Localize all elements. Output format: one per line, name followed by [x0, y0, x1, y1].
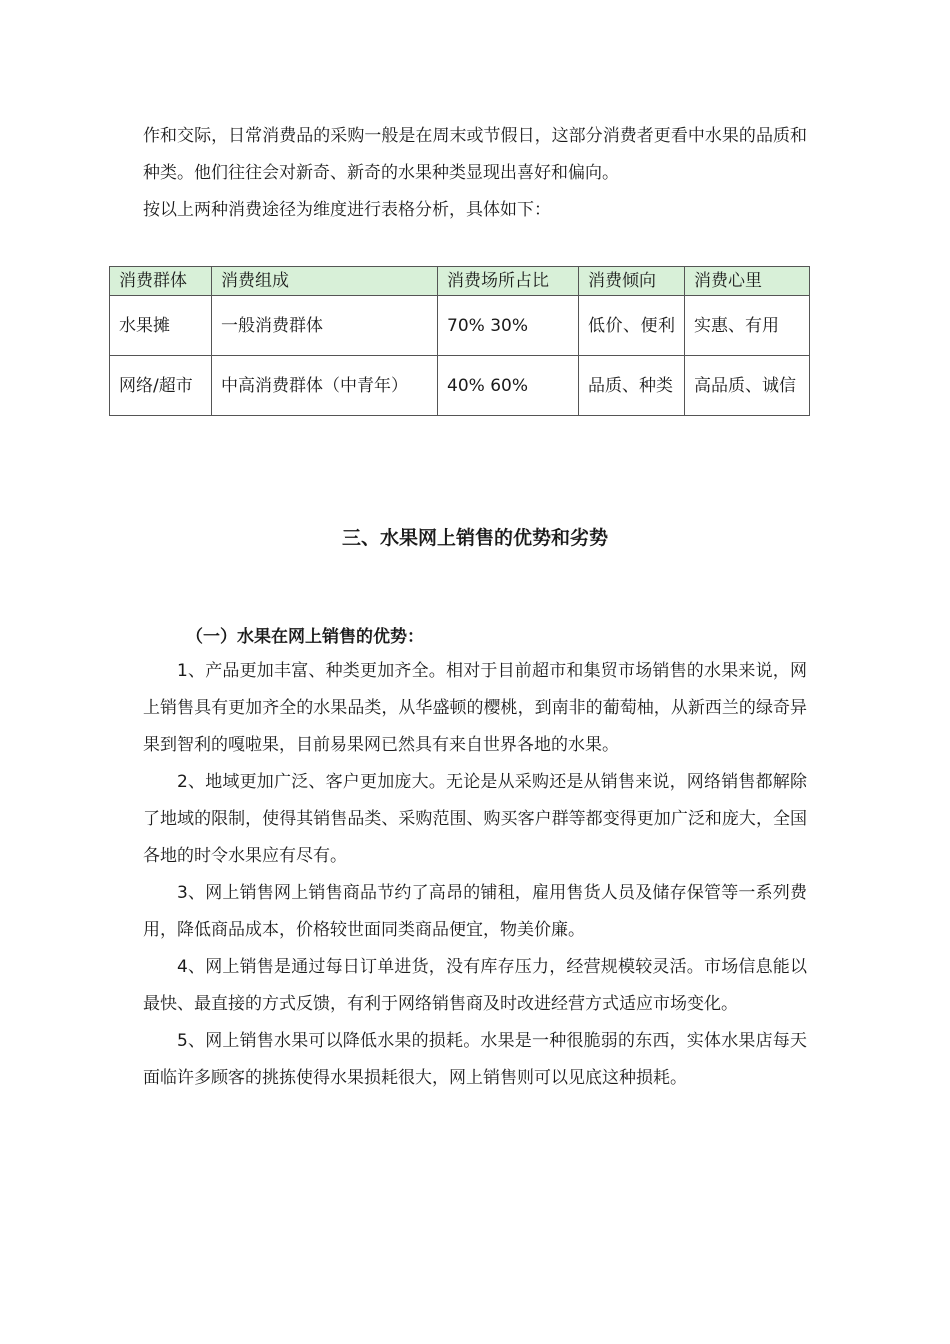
table-row — [110, 356, 810, 416]
table-cell: 高品质、诚信 — [685, 356, 810, 416]
intro-paragraph-1: 作和交际，日常消费品的采购一般是在周末或节假日，这部分消费者更看中水果的品质和种类。他们往往会对新奇、新奇的水果种类显现出喜好和偏向。 — [143, 126, 807, 183]
advantage-paragraph: 4、网上销售是通过每日订单进货，没有库存压力，经营规模较灵活。市场信息能以最快、最直接的方式反馈，有利于网络销售商及时改进经营方式适应市场变化。 — [143, 957, 807, 1014]
table-cell: 品质、种类 — [579, 356, 685, 416]
table-cell: 低价、便利 — [579, 296, 685, 356]
table-cell: 70% 30% — [438, 296, 579, 356]
header-cell: 消费群体 — [110, 267, 212, 296]
table-row — [110, 296, 810, 356]
intro-text — [143, 118, 807, 229]
table-cell: 40% 60% — [438, 356, 579, 416]
advantage-paragraph: 5、网上销售水果可以降低水果的损耗。水果是一种很脆弱的东西，实体水果店每天面临许多顾客的挑拣使得水果损耗很大，网上销售则可以见底这种损耗。 — [143, 1031, 807, 1088]
subsection-title: （一）水果在网上销售的优势： — [186, 627, 424, 647]
table-cell: 水果摊 — [110, 296, 212, 356]
intro-paragraph-2: 按以上两种消费途径为维度进行表格分析，具体如下： — [143, 200, 551, 220]
table-cell: 一般消费群体 — [212, 296, 438, 356]
table-cell: 网络/超市 — [110, 356, 212, 416]
table-cell: 实惠、有用 — [685, 296, 810, 356]
header-cell: 消费心里 — [685, 267, 810, 296]
table-header-row — [110, 267, 810, 296]
advantage-paragraph: 2、地域更加广泛、客户更加庞大。无论是从采购还是从销售来说，网络销售都解除了地域的限制，使得其销售品类、采购范围、购买客户群等都变得更加广泛和庞大，全国各地的时令水果应有尽有。 — [143, 772, 807, 866]
header-cell: 消费倾向 — [579, 267, 685, 296]
section-title: 三、水果网上销售的优势和劣势 — [341, 527, 608, 549]
header-cell: 消费场所占比 — [438, 267, 579, 296]
consumption-table — [109, 266, 810, 416]
advantage-paragraph: 3、网上销售网上销售商品节约了高昂的铺租，雇用售货人员及储存保管等一系列费用，降低商品成本，价格较世面同类商品便宜，物美价廉。 — [143, 883, 807, 940]
advantage-paragraph: 1、产品更加丰富、种类更加齐全。相对于目前超市和集贸市场销售的水果来说，网上销售具有更加齐全的水果品类，从华盛顿的樱桃，到南非的葡萄柚，从新西兰的绿奇异果到智利的嘎啦果，目前易果网已然具有来自世界各地的水果。 — [143, 661, 807, 755]
table-cell: 中高消费群体（中青年） — [212, 356, 438, 416]
header-cell: 消费组成 — [212, 267, 438, 296]
advantages-list — [143, 653, 807, 1097]
